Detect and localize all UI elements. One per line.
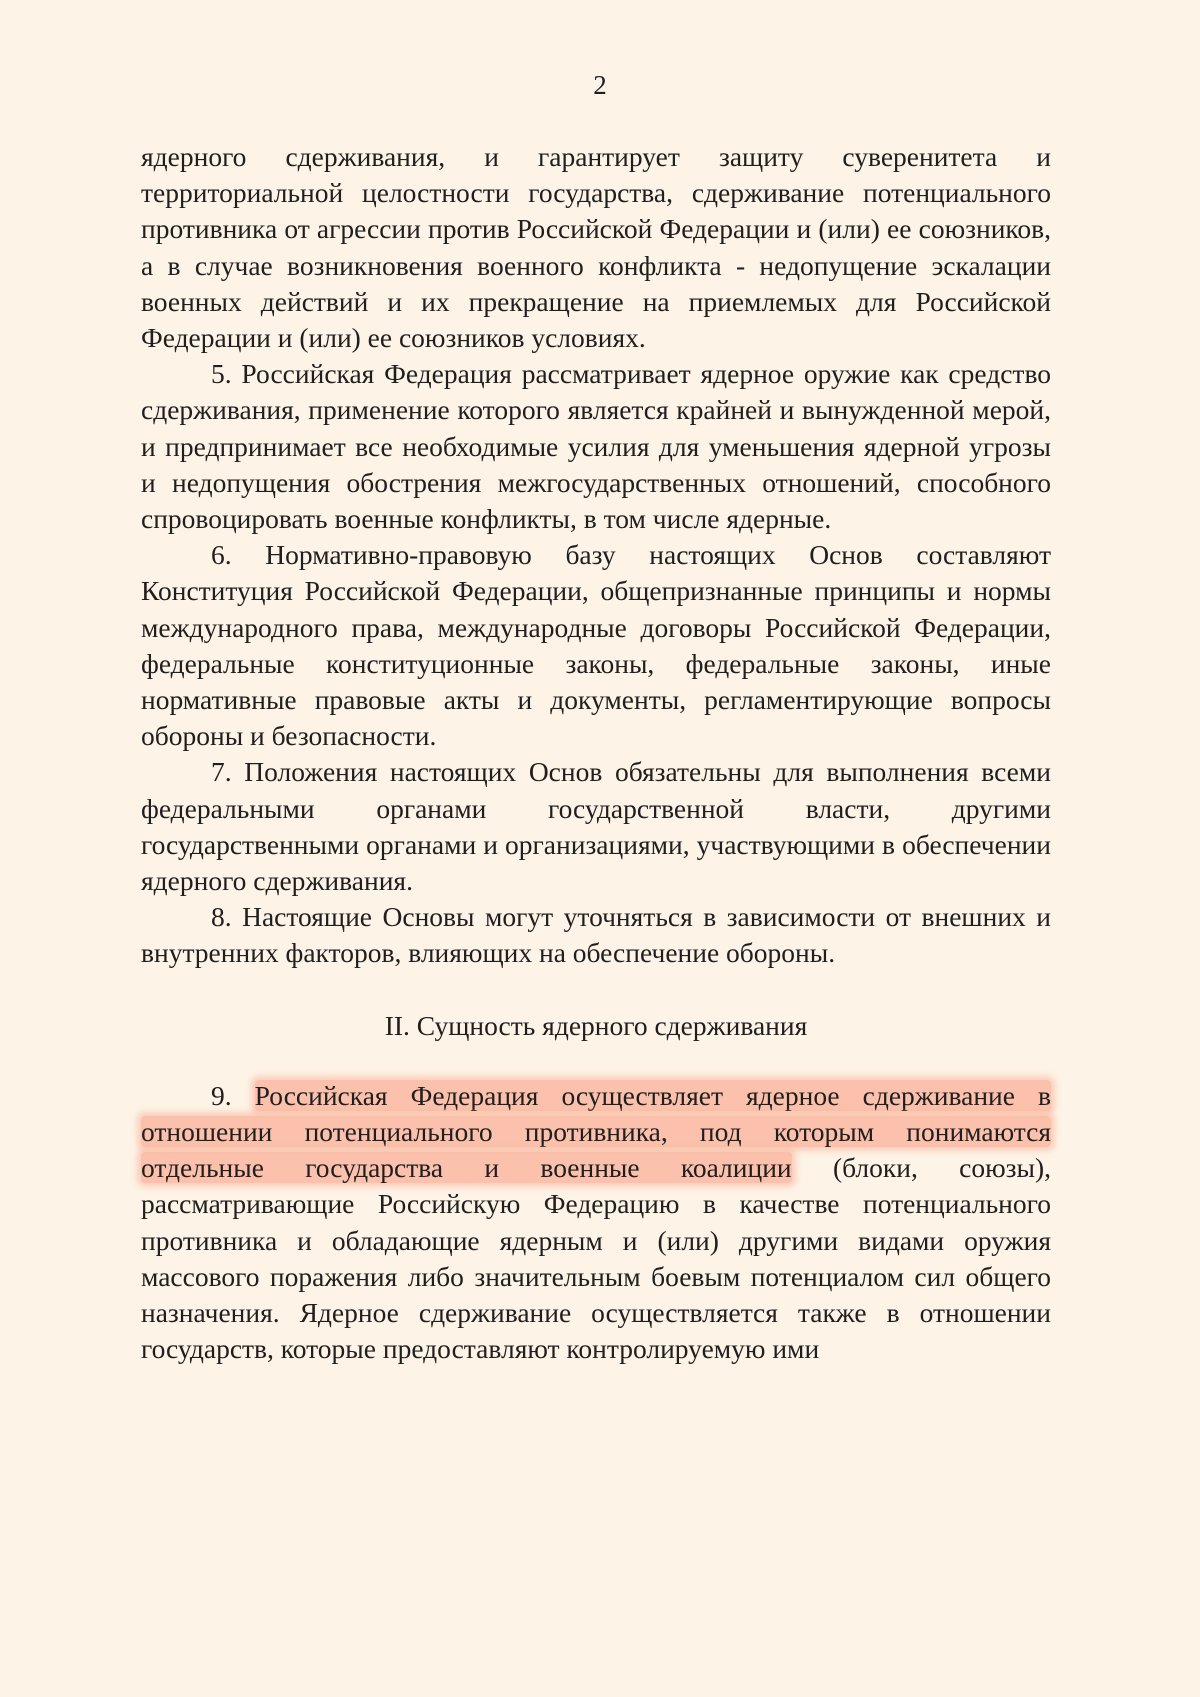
paragraph-6: 6. Нормативно-правовую базу настоящих Основ составляют Конституция Российской Федерации, общепризнанные принципы и нормы международного права, международные договоры Российской Федерации, федеральные конституционные законы, федеральные законы, иные нормативные правовые акты и документы, регламентирующие вопросы обороны и безопасности. — [141, 539, 1051, 752]
paragraph-9 — [141, 1078, 1051, 1368]
highlighted-text: Российская Федерация осуществляет ядерное сдерживание в отношении потенциального противника, под которым понимаются отдельные государства и военные коалиции — [141, 1079, 1052, 1184]
paragraph-8: 8. Настоящие Основы могут уточняться в зависимости от внешних и внутренних факторов, влияющих на обеспечение обороны. — [141, 901, 1051, 969]
document-body — [141, 139, 1051, 1368]
paragraph-7: 7. Положения настоящих Основ обязательны для выполнения всеми федеральными органами государственной власти, другими государственными органами и организациями, участвующими в обеспечении ядерного сдерживания. — [141, 756, 1051, 897]
section-heading: II. Сущность ядерного сдерживания — [384, 1009, 808, 1041]
paragraph-continuation: ядерного сдерживания, и гарантирует защиту суверенитета и территориальной целостности государства, сдерживание потенциального противника от агрессии против Российской Федерации и (или) ее союзников, а в случае возникновения военного конфликта - недопущение эскалации военных действий и их прекращение на приемлемых для Российской Федерации и (или) ее союзников условиях. — [141, 141, 1051, 354]
paragraph-5: 5. Российская Федерация рассматривает ядерное оружие как средство сдерживания, применение которого является крайней и вынужденной мерой, и предпринимает все необходимые усилия для уменьшения ядерной угрозы и недопущения обострения межгосударственных отношений, способного спровоцировать военные конфликты, в том числе ядерные. — [141, 358, 1051, 535]
paragraph-9-number: 9. — [211, 1079, 232, 1111]
paragraph-9-rest: (блоки, союзы), рассматривающие Российскую Федерацию в качестве потенциального противника и обладающие ядерным и (или) другими видами оружия массового поражения либо значительным боевым потенциалом сил общего назначения. Ядерное сдерживание осуществляется также в отношении государств, которые предоставляют контролируемую ими — [141, 1152, 1052, 1365]
page-number: 2 — [593, 70, 607, 100]
